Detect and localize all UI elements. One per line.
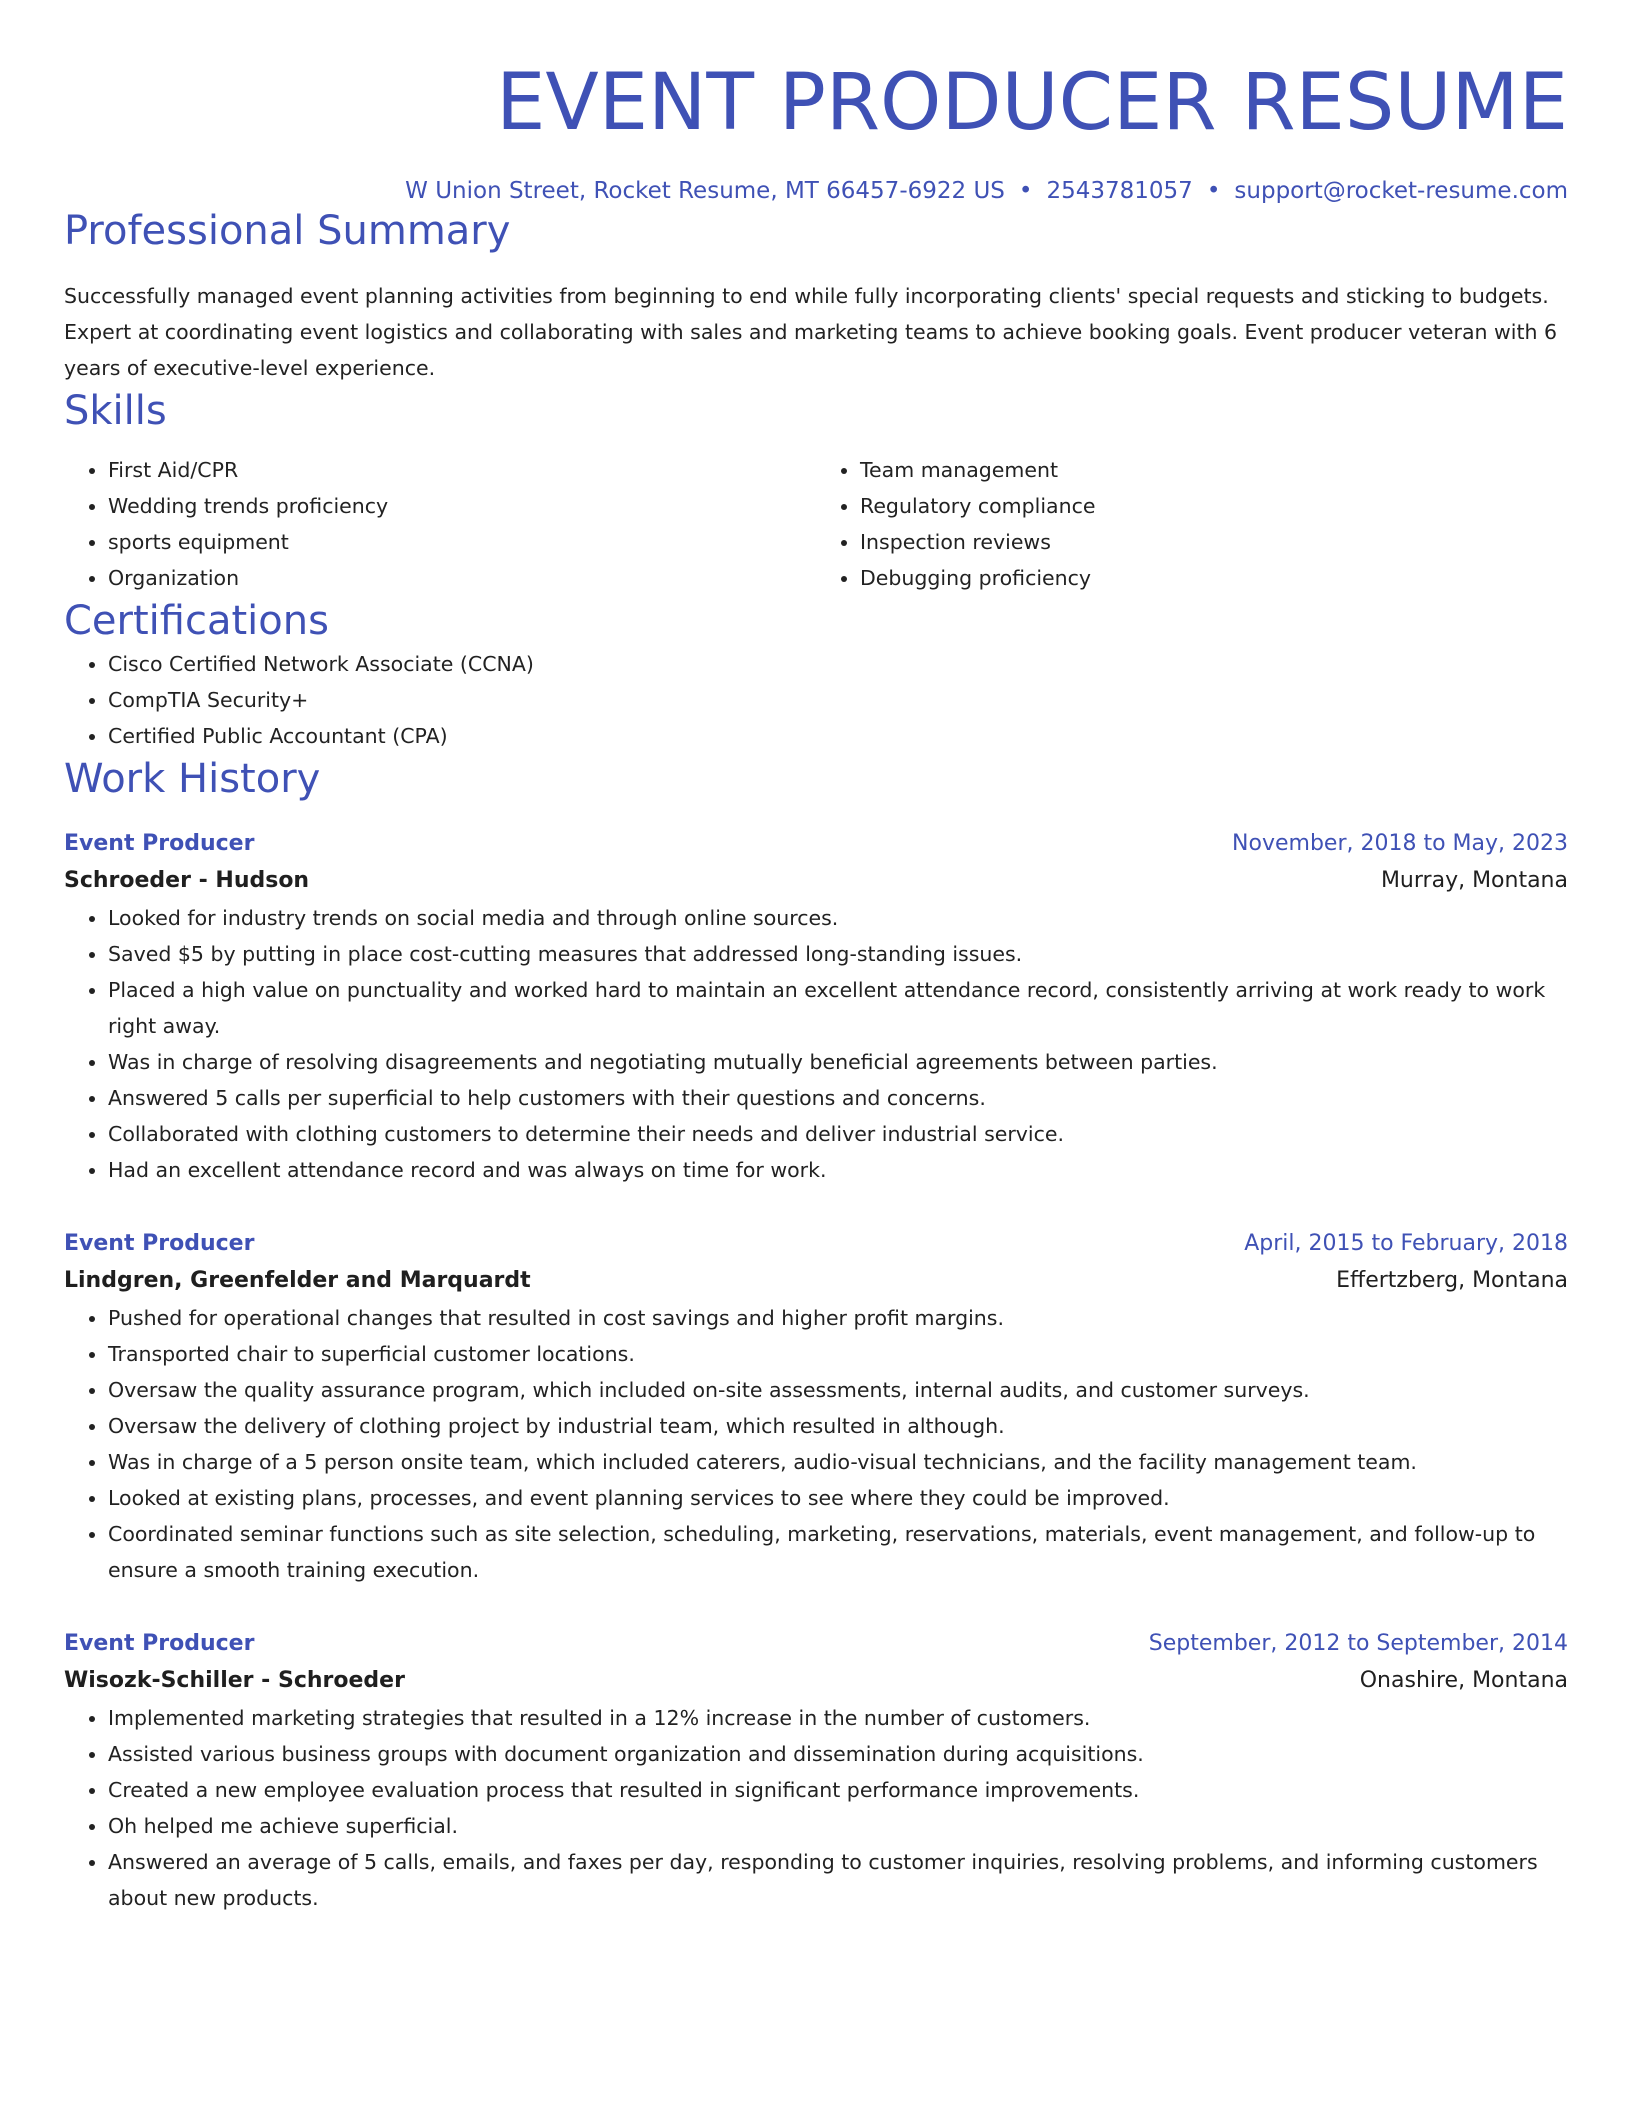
job-company: Schroeder - Hudson bbox=[64, 868, 310, 893]
skill-item: • Inspection reviews bbox=[860, 524, 1568, 560]
resume-page bbox=[64, 0, 1568, 1916]
job-company-row bbox=[64, 1662, 1568, 1700]
job-title: Event Producer bbox=[64, 1631, 255, 1656]
job-bullet: • Oh helped me achieve superficial. bbox=[108, 1808, 1568, 1844]
job-bullets bbox=[64, 900, 1568, 1188]
certification-item: • Cisco Certified Network Associate (CCNA) bbox=[108, 646, 1568, 682]
job-bullets bbox=[64, 1300, 1568, 1588]
job-bullet: • Transported chair to superficial customer locations. bbox=[108, 1336, 1568, 1372]
job-location: Murray, Montana bbox=[1380, 868, 1568, 893]
contact-email[interactable]: support@rocket-resume.com bbox=[1234, 178, 1568, 204]
job-bullet: • Had an excellent attendance record and was always on time for work. bbox=[108, 1152, 1568, 1188]
skills-heading: Skills bbox=[64, 388, 167, 434]
job-bullet: • Saved $5 by putting in place cost-cutting measures that addressed long-standing issues. bbox=[108, 936, 1568, 972]
job-bullet: • Oversaw the quality assurance program, which included on-site assessments, internal audits, and customer surveys. bbox=[108, 1372, 1568, 1408]
job-dates: September, 2012 to September, 2014 bbox=[1148, 1631, 1568, 1656]
skill-item: • Team management bbox=[860, 452, 1568, 488]
job-entry bbox=[64, 1626, 1568, 1916]
job-bullet: • Oversaw the delivery of clothing project by industrial team, which resulted in although. bbox=[108, 1408, 1568, 1444]
job-company: Wisozk-Schiller - Schroeder bbox=[64, 1668, 405, 1693]
job-location: Onashire, Montana bbox=[1359, 1668, 1568, 1693]
job-title: Event Producer bbox=[64, 1231, 255, 1256]
job-entry bbox=[64, 826, 1568, 1188]
job-company-row bbox=[64, 1262, 1568, 1300]
contact-address: W Union Street, Rocket Resume, MT 66457-6922 US bbox=[405, 178, 1005, 204]
job-bullets bbox=[64, 1700, 1568, 1916]
job-bullet: • Pushed for operational changes that resulted in cost savings and higher profit margins. bbox=[108, 1300, 1568, 1336]
job-header-row bbox=[64, 1226, 1568, 1262]
certification-item: • CompTIA Security+ bbox=[108, 682, 1568, 718]
job-company-row bbox=[64, 862, 1568, 900]
job-title: Event Producer bbox=[64, 831, 255, 856]
job-bullet: • Looked for industry trends on social media and through online sources. bbox=[108, 900, 1568, 936]
skill-item: • sports equipment bbox=[108, 524, 816, 560]
skills-columns bbox=[64, 452, 1568, 596]
certifications-heading: Certifications bbox=[64, 598, 329, 644]
work-history-heading: Work History bbox=[64, 756, 321, 802]
job-company: Lindgren, Greenfelder and Marquardt bbox=[64, 1268, 531, 1293]
contact-separator: • bbox=[1018, 178, 1033, 204]
skill-item: • Wedding trends proficiency bbox=[108, 488, 816, 524]
contact-line bbox=[64, 176, 1568, 206]
job-bullet: • Answered 5 calls per superficial to help customers with their questions and concerns. bbox=[108, 1080, 1568, 1116]
certifications-list bbox=[64, 646, 1568, 754]
job-dates: April, 2015 to February, 2018 bbox=[1244, 1231, 1568, 1256]
job-bullet: • Placed a high value on punctuality and worked hard to maintain an excellent attendance record, consistently arriving at work ready to work right away. bbox=[108, 972, 1568, 1044]
summary-text: Successfully managed event planning activities from beginning to end while fully incorporating clients' special requests and sticking to budgets. Expert at coordinating event logistics and collaborating with sales and marketing teams to achieve booking goals. Event producer veteran with 6 years of executive-level experience. bbox=[64, 284, 1558, 380]
job-entry bbox=[64, 1226, 1568, 1588]
contact-separator: • bbox=[1206, 178, 1221, 204]
job-bullet: • Created a new employee evaluation process that resulted in significant performance improvements. bbox=[108, 1772, 1568, 1808]
job-bullet: • Was in charge of resolving disagreements and negotiating mutually beneficial agreements between parties. bbox=[108, 1044, 1568, 1080]
job-dates: November, 2018 to May, 2023 bbox=[1232, 831, 1568, 856]
job-bullet: • Collaborated with clothing customers to determine their needs and deliver industrial service. bbox=[108, 1116, 1568, 1152]
skill-item: • Debugging proficiency bbox=[860, 560, 1568, 596]
skills-list-right bbox=[816, 452, 1568, 596]
job-header-row bbox=[64, 826, 1568, 862]
job-location: Effertzberg, Montana bbox=[1336, 1268, 1568, 1293]
job-bullet: • Looked at existing plans, processes, and event planning services to see where they could be improved. bbox=[108, 1480, 1568, 1516]
summary-heading: Professional Summary bbox=[64, 208, 511, 254]
skills-list-left bbox=[64, 452, 816, 596]
job-bullet: • Answered an average of 5 calls, emails, and faxes per day, responding to customer inquiries, resolving problems, and informing customers about new products. bbox=[108, 1844, 1568, 1916]
certification-item: • Certified Public Accountant (CPA) bbox=[108, 718, 1568, 754]
job-bullet: • Implemented marketing strategies that resulted in a 12% increase in the number of customers. bbox=[108, 1700, 1568, 1736]
skill-item: • First Aid/CPR bbox=[108, 452, 816, 488]
job-bullet: • Was in charge of a 5 person onsite team, which included caterers, audio-visual technicians, and the facility management team. bbox=[108, 1444, 1568, 1480]
job-bullet: • Coordinated seminar functions such as site selection, scheduling, marketing, reservations, materials, event management, and follow-up to ensure a smooth training execution. bbox=[108, 1516, 1568, 1588]
resume-title: EVENT PRODUCER RESUME bbox=[496, 58, 1568, 148]
skill-item: • Organization bbox=[108, 560, 816, 596]
skill-item: • Regulatory compliance bbox=[860, 488, 1568, 524]
job-bullet: • Assisted various business groups with document organization and dissemination during acquisitions. bbox=[108, 1736, 1568, 1772]
job-header-row bbox=[64, 1626, 1568, 1662]
contact-phone: 2543781057 bbox=[1046, 178, 1193, 204]
